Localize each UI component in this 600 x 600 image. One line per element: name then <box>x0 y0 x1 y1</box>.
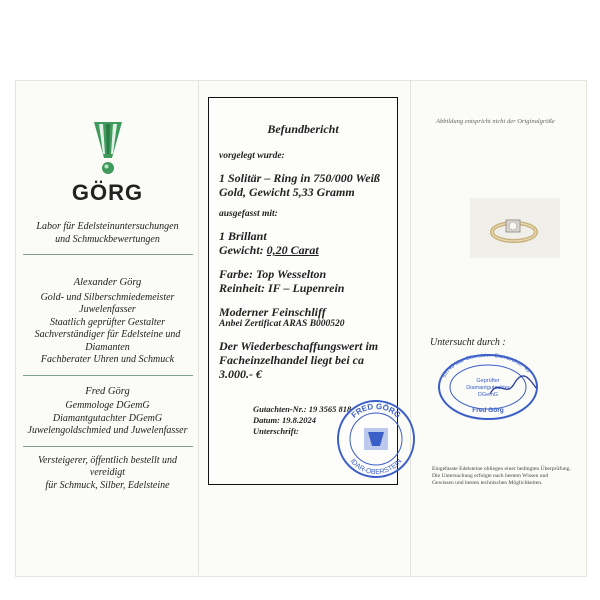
report-title: Befundbericht <box>267 122 339 136</box>
divider <box>23 254 193 255</box>
fold-line-right <box>410 80 411 575</box>
company-panel <box>20 120 195 492</box>
stamp-top-text: FRED GÖRG <box>349 401 403 420</box>
person-alexander: Alexander Görg Gold- und Silberschmiedemeister Juwelenfasser Staatlich geprüfter Gestalter Sachverständiger für Edelsteine und Diamanten Fachberater Uhren und Schmuck <box>20 277 195 367</box>
person-name: Fred Görg <box>85 385 130 397</box>
presented-label: vorgelegt wurde: <box>219 151 285 161</box>
examined-by-label: Untersucht durch : <box>430 337 506 348</box>
set-label: ausgefasst mit: <box>219 209 278 219</box>
ring-photo <box>470 198 560 258</box>
divider <box>23 375 193 376</box>
oval-stamp-line: Diamantgutachter <box>466 385 510 391</box>
signature-scribble <box>488 374 538 400</box>
oval-stamp-name: Fred Görg <box>472 407 504 414</box>
oval-stamp-address: 55743 Idar-Oberstein · Bismarckstr. 40 <box>441 352 531 379</box>
gem-logo-icon <box>90 120 126 176</box>
round-stamp <box>335 398 417 480</box>
stone-info: 1 Brillant Gewicht: 0,20 Carat <box>219 229 319 257</box>
weight-value: 0,20 Carat <box>266 243 319 257</box>
svg-text:IDAR-OBERSTEIN <box>349 458 404 476</box>
person-fred: Fred Görg Gemmologe DGemG Diamantgutachter DGemG Juwelengoldschmied und Juwelenfasser <box>20 386 195 438</box>
photo-caption: Abbildung entspricht nicht der Originalgröße <box>436 118 555 125</box>
person-name: Alexander Görg <box>73 277 142 288</box>
item-description: 1 Solitär – Ring in 750/000 Weiß Gold, Gewicht 5,33 Gramm <box>219 171 380 199</box>
disclaimer-note: Eingefasste Edelsteine obliegen einer bedingten Überprüfung. Die Untersuchung erfolgte nach bestem Wissen und Gewissen und besten technischen Möglichkeiten. <box>432 466 571 486</box>
grading-info: Farbe: Top Wesselton Reinheit: IF – Lupenrein <box>219 267 345 295</box>
oval-stamp-line: DGemG <box>477 392 499 398</box>
value-statement: Der Wiederbeschaffungswert im Facheinzelhandel liegt bei ca 3.000.- € <box>219 339 379 381</box>
oval-stamp-line: Geprüfter <box>476 378 500 384</box>
fold-line-left <box>198 80 199 575</box>
auctioneer-note: Versteigerer, öffentlich bestellt und vereidigt für Schmuck, Silber, Edelsteine <box>37 454 178 491</box>
stamp-bottom-text: IDAR-OBERSTEIN <box>348 457 404 477</box>
report-metadata: Gutachten-Nr.: 19 3565 818 Datum: 19.8.2024 Unterschrift: <box>253 404 352 436</box>
svg-text:FRED GÖRG <box>350 402 403 420</box>
divider <box>23 446 193 447</box>
lab-description: Labor für Edelsteinuntersuchungen und Schmuckbewertungen <box>36 221 179 245</box>
brand-name: GÖRG <box>71 180 144 205</box>
cut-info: Moderner Feinschliff Anbei Zertificat ARAS B000520 <box>219 305 345 329</box>
